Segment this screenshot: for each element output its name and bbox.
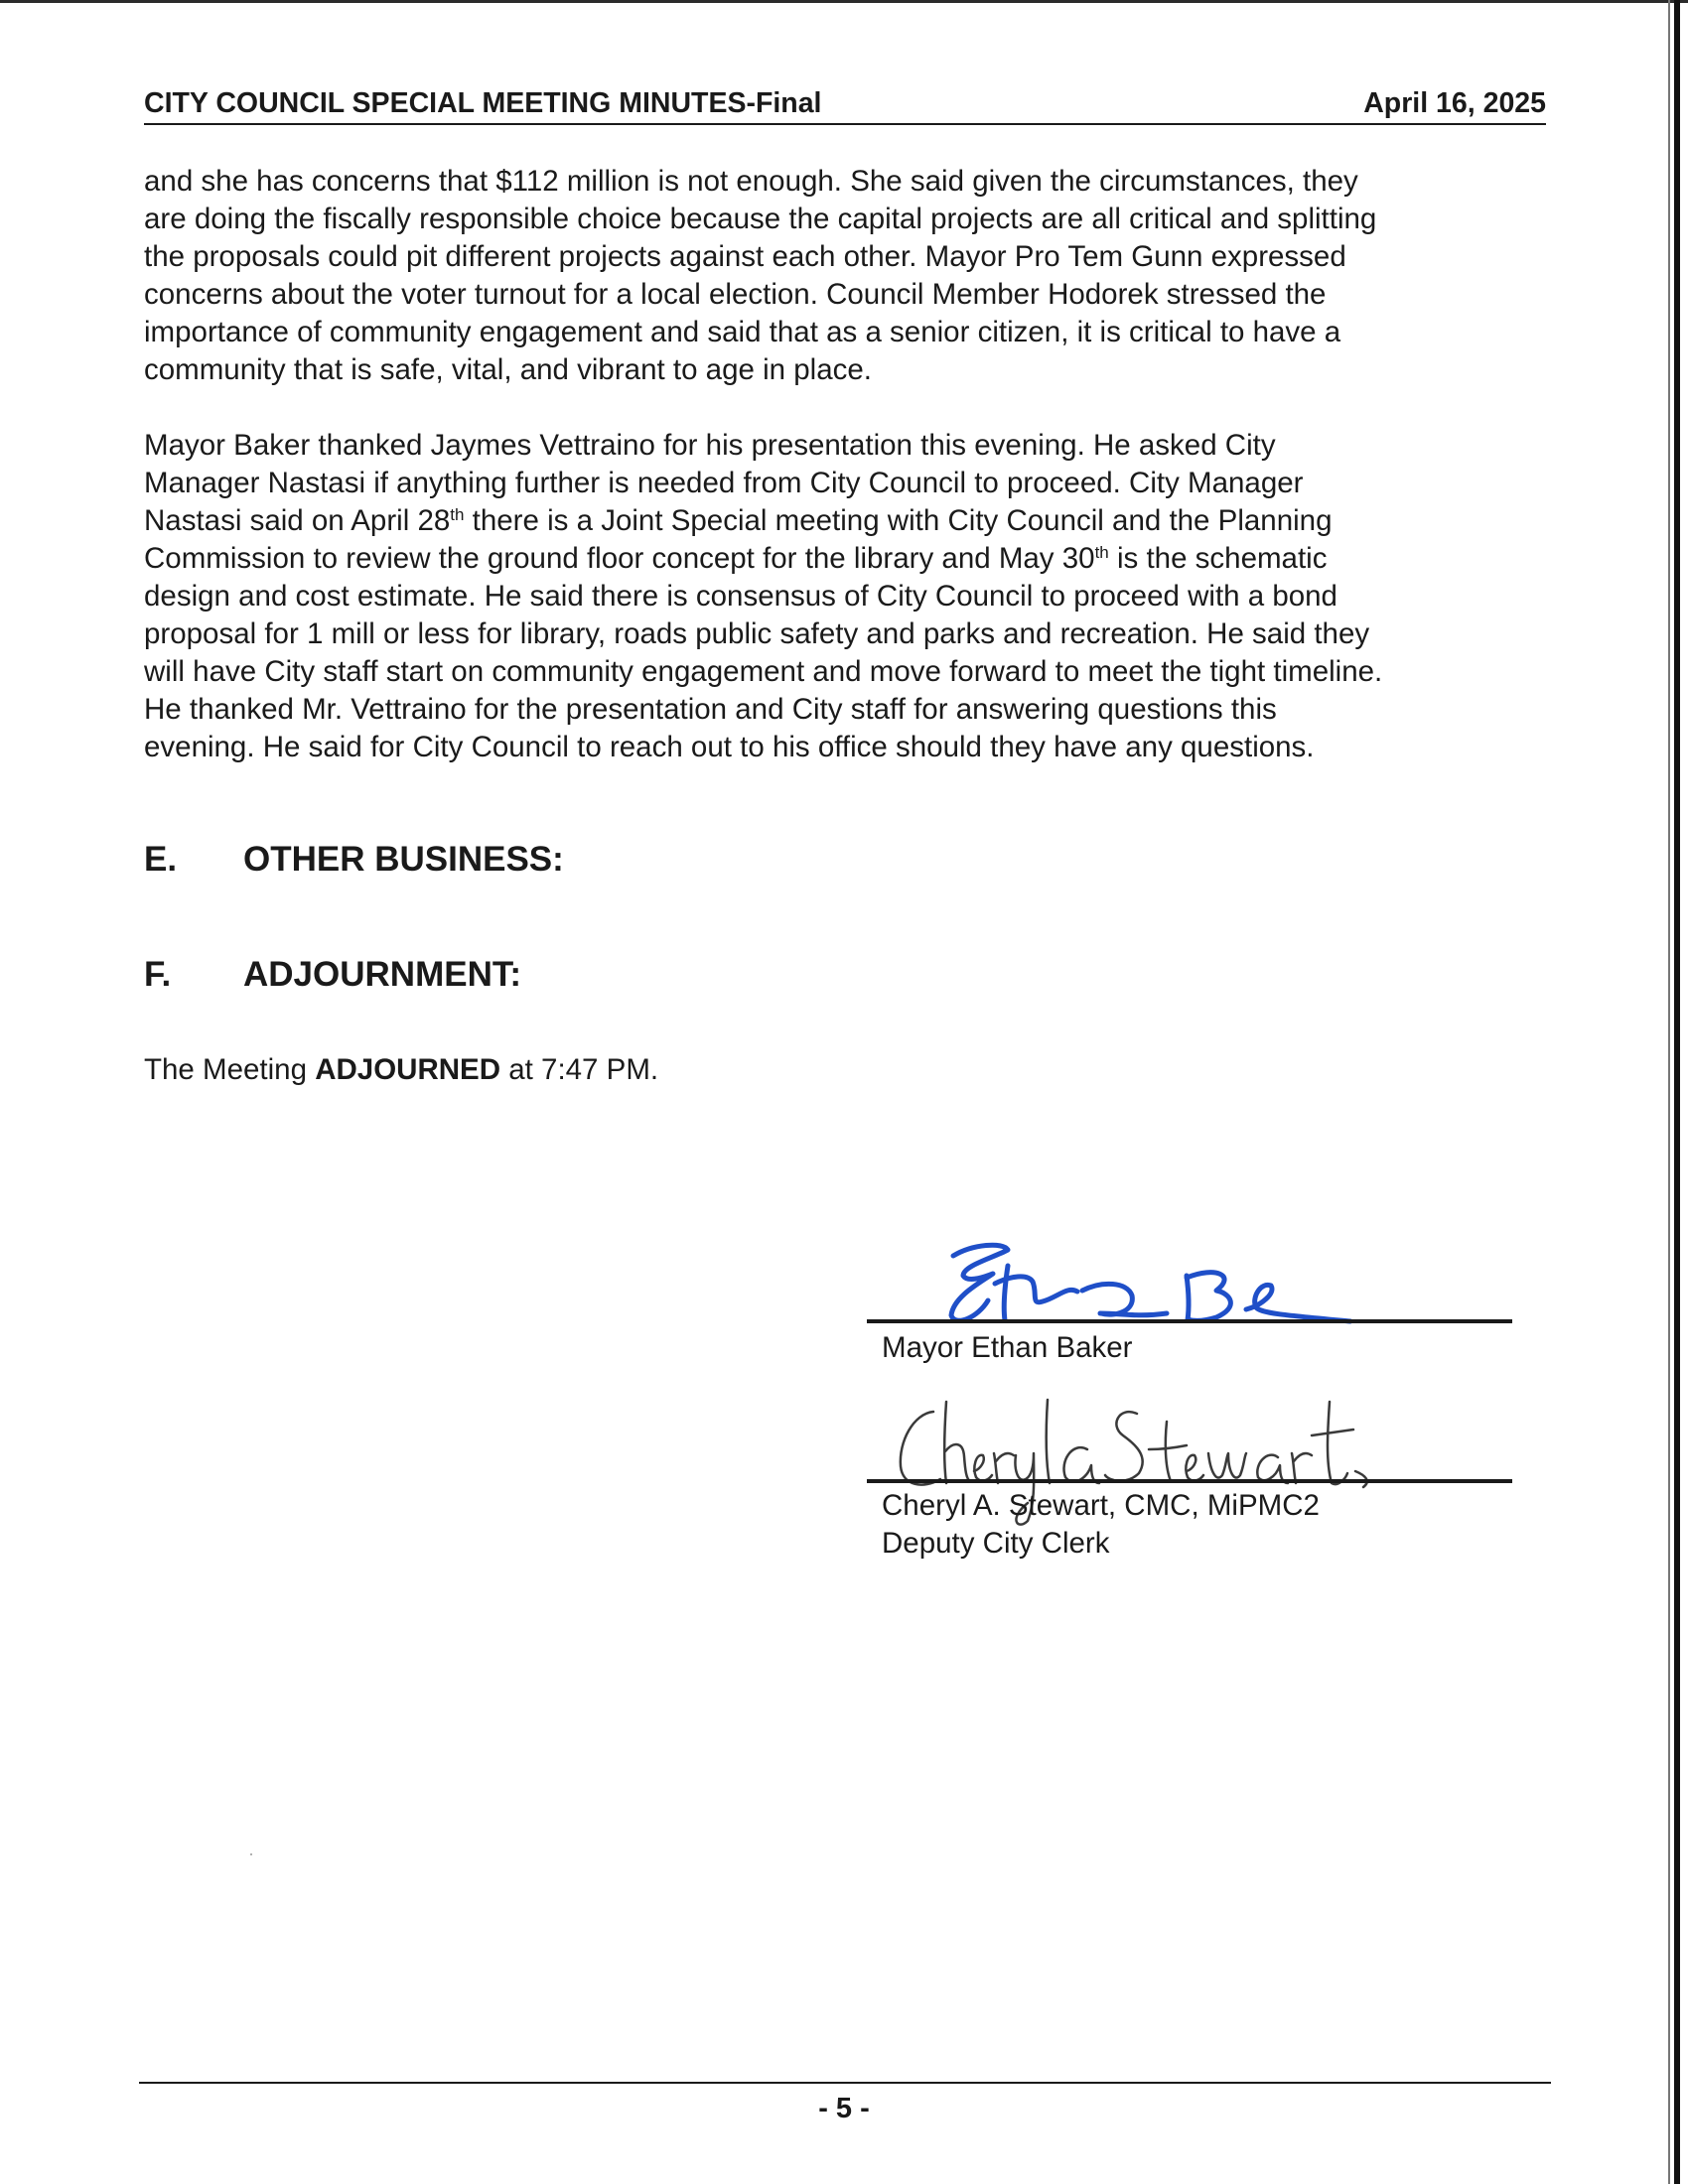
text-line: will have City staff start on community engagement and move forward to meet the tight timeline. — [144, 655, 1383, 688]
section-title: OTHER BUSINESS: — [243, 840, 564, 879]
text-line: community that is safe, vital, and vibrant to age in place. — [144, 353, 872, 386]
scan-border-top — [0, 0, 1688, 3]
text-line: evening. He said for City Council to reach out to his office should they have any questions. — [144, 731, 1315, 763]
text-span: is the schematic — [1108, 542, 1328, 575]
header-title: CITY COUNCIL SPECIAL MEETING MINUTES-Final — [144, 87, 822, 119]
text-line — [144, 502, 1554, 540]
adjournment-prefix: The Meeting — [144, 1053, 316, 1086]
text-line: Mayor Baker thanked Jaymes Vettraino for his presentation this evening. He asked City — [144, 429, 1276, 462]
paragraph-mayor-summary — [144, 427, 1554, 766]
scan-speck — [250, 1853, 252, 1855]
clerk-title: Deputy City Clerk — [882, 1527, 1110, 1560]
signature-line-clerk — [867, 1479, 1512, 1483]
text-line: and she has concerns that $112 million is not enough. She said given the circumstances, they — [144, 165, 1358, 198]
text-line: He thanked Mr. Vettraino for the presentation and City staff for answering questions this — [144, 693, 1277, 726]
text-line: design and cost estimate. He said there is consensus of City Council to proceed with a bond — [144, 580, 1337, 613]
section-letter: F. — [144, 955, 172, 994]
header-rule — [144, 123, 1546, 125]
signature-line-mayor — [867, 1319, 1512, 1323]
text-line: concerns about the voter turnout for a local election. Council Member Hodorek stressed the — [144, 278, 1327, 311]
adjournment-statement — [144, 1053, 658, 1087]
footer-rule — [139, 2082, 1551, 2084]
text-line: proposal for 1 mill or less for library, roads public safety and parks and recreation. He said they — [144, 617, 1370, 650]
scan-border-right — [1674, 0, 1680, 2184]
text-line: the proposals could pit different projects against each other. Mayor Pro Tem Gunn expressed — [144, 240, 1346, 273]
mayor-name: Mayor Ethan Baker — [882, 1331, 1133, 1364]
paragraph-discussion — [144, 163, 1554, 389]
text-line — [144, 540, 1554, 578]
section-title: ADJOURNMENT: — [243, 955, 521, 994]
page-number: - 5 - — [818, 2093, 870, 2124]
ordinal-suffix: th — [450, 505, 465, 524]
text-line: importance of community engagement and said that as a senior citizen, it is critical to have a — [144, 316, 1341, 348]
adjournment-suffix: at 7:47 PM. — [500, 1053, 659, 1086]
text-span: Commission to review the ground floor concept for the library and May 30 — [144, 542, 1095, 575]
scan-border-right-inner — [1668, 0, 1670, 2184]
ordinal-suffix: th — [1094, 543, 1109, 562]
clerk-name: Cheryl A. Stewart, CMC, MiPMC2 — [882, 1489, 1320, 1522]
page-header — [144, 87, 1546, 127]
section-letter: E. — [144, 840, 178, 879]
adjournment-bold: ADJOURNED — [315, 1053, 501, 1086]
text-span: Nastasi said on April 28 — [144, 504, 451, 537]
header-date: April 16, 2025 — [1363, 87, 1546, 119]
text-span: there is a Joint Special meeting with City Council and the Planning — [464, 504, 1333, 537]
text-line: Manager Nastasi if anything further is needed from City Council to proceed. City Manager — [144, 467, 1304, 499]
text-line: are doing the fiscally responsible choice because the capital projects are all critical and splitting — [144, 203, 1377, 235]
